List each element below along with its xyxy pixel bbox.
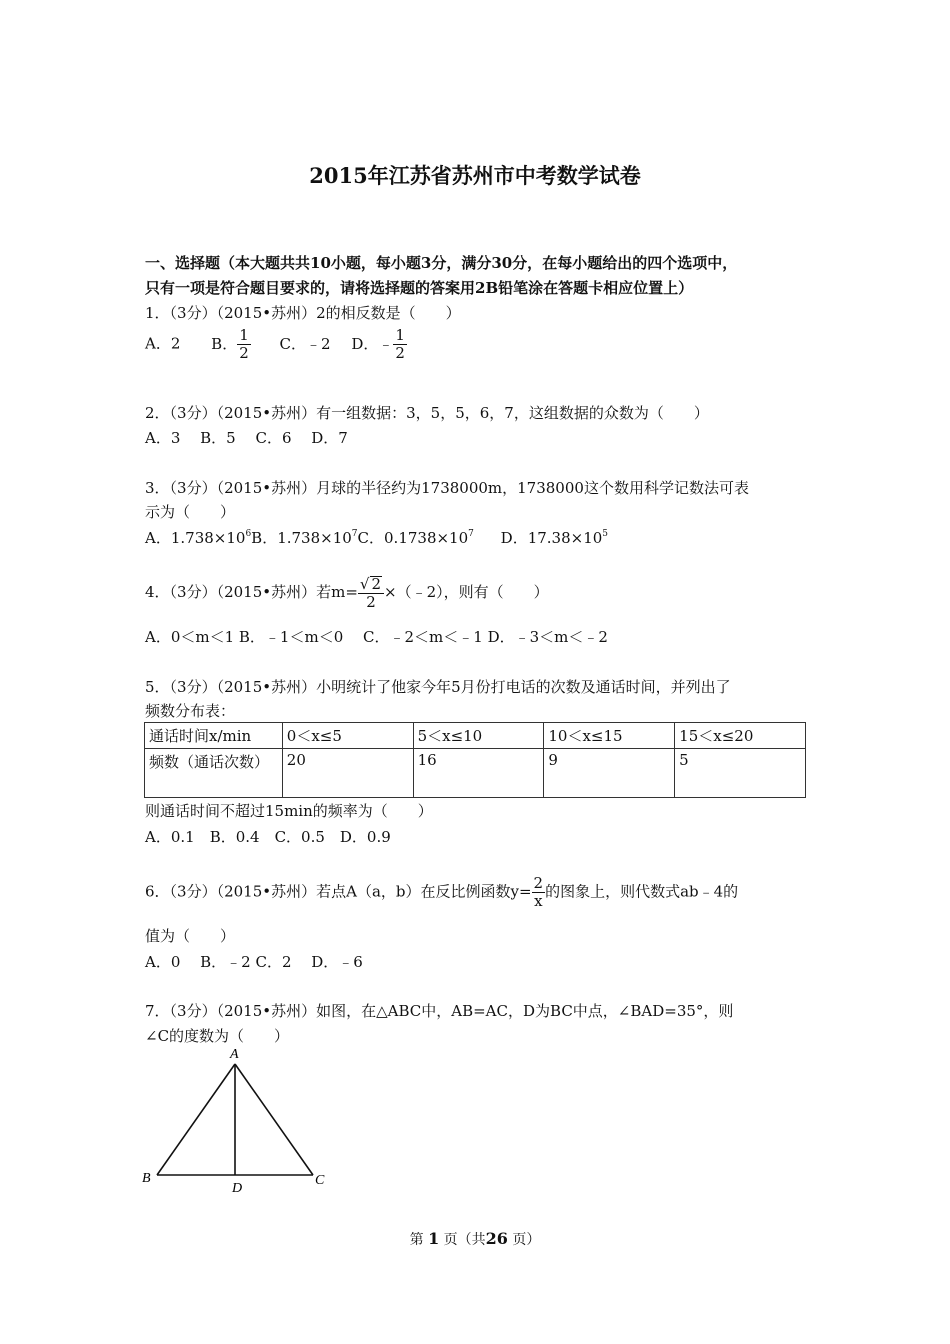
q1-option-b-fraction: $\frac{1}{2}$ — [239, 326, 249, 362]
question-6-options: A．0 B．﹣2 C．2 D．﹣6 — [145, 953, 363, 971]
q1-option-d-fraction: $\frac{1}{2}$ — [395, 326, 405, 362]
question-1-options — [145, 328, 407, 361]
q3-option-a: A．1.738×10 — [145, 529, 246, 547]
q1-option-d-prefix: D．﹣ — [351, 334, 394, 353]
question-4-stem: 4．（3分）（2015•苏州）若m= $\frac{√ 2}{2}$ ×（﹣2），则有（ ） — [145, 575, 549, 611]
table-cell: 0＜x≤5 — [282, 723, 413, 749]
frequency-table — [144, 722, 806, 798]
question-2-stem: 2．（3分）（2015•苏州）有一组数据：3，5，5，6，7，这组数据的众数为（ ） — [145, 404, 709, 422]
table-cell: 9 — [544, 749, 675, 798]
triangle-abc-figure — [138, 1042, 338, 1197]
table-cell: 5 — [675, 749, 806, 798]
section-heading-line1: 一、选择题（本大题共共10小题，每小题3分，满分30分，在每小题给出的四个选项中， — [145, 254, 738, 272]
page-footer: 第 1 页（共26 页） — [409, 1229, 541, 1248]
page-number: 1 — [428, 1229, 440, 1248]
side-ac — [235, 1064, 313, 1175]
q1-option-c: C．﹣2 — [279, 334, 331, 353]
question-2-options: A．3 B．5 C．6 D．7 — [145, 429, 348, 447]
question-7-stem-line2: ∠C的度数为（ ） — [145, 1027, 290, 1045]
section-heading-line2: 只有一项是符合题目要求的，请将选择题的答案用2B铅笔涂在答题卡相应位置上） — [145, 279, 694, 297]
table-cell: 10＜x≤15 — [544, 723, 675, 749]
q1-option-b-prefix: B． — [211, 334, 238, 353]
question-5-stem-line1: 5．（3分）（2015•苏州）小明统计了他家今年5月份打电话的次数及通话时间，并列出了 — [145, 678, 731, 696]
table-cell: 15＜x≤20 — [675, 723, 806, 749]
table-cell: 5＜x≤10 — [413, 723, 544, 749]
q3-option-b: B．1.738×10 — [251, 529, 352, 547]
question-5-options: A．0.1 B．0.4 C．0.5 D．0.9 — [145, 828, 391, 846]
table-cell: 通话时间x/min — [145, 723, 283, 749]
question-6-stem-line1: 6．（3分）（2015•苏州）若点A（a，b）在反比例函数y= $\frac{2}{x}$ 的图象上，则代数式ab﹣4的 — [145, 874, 739, 910]
label-a: A — [230, 1047, 239, 1062]
question-3-stem-line1: 3．（3分）（2015•苏州）月球的半径约为1738000m，1738000这个数用科学记数法可表 — [145, 479, 749, 497]
total-pages: 26 — [485, 1229, 508, 1248]
label-b: B — [142, 1171, 151, 1186]
question-4-options: A．0＜m＜1 B．﹣1＜m＜0 C．﹣2＜m＜﹣1 D．﹣3＜m＜﹣2 — [145, 628, 608, 646]
q3-option-d: D．17.38×10 — [500, 529, 603, 547]
question-3-stem-line2: 示为（ ） — [145, 503, 236, 521]
q1-option-a: A．2 — [145, 334, 181, 353]
side-ab — [157, 1064, 235, 1175]
table-header-row — [145, 723, 806, 749]
question-6-stem-line2: 值为（ ） — [145, 927, 236, 945]
question-5-stem-line2: 频数分布表： — [145, 702, 236, 720]
q6-fraction: $\frac{2}{x}$ — [533, 874, 544, 910]
q4-sqrt-fraction: $\frac{√ 2}{2}$ — [358, 576, 384, 610]
table-cell: 16 — [413, 749, 544, 798]
table-cell: 频数（通话次数） — [145, 749, 283, 798]
question-3-options: A．$1.738\times 10^6B$．$1.738\times 10^7C$．$0.1738\times 10^7$ D．$17.38\times 10^5$ — [145, 529, 609, 547]
question-7-stem-line1: 7．（3分）（2015•苏州）如图，在△ABC中，AB=AC，D为BC中点，∠BAD=35°，则 — [145, 1002, 734, 1020]
question-5-followup: 则通话时间不超过15min的频率为（ ） — [145, 802, 433, 820]
label-c: C — [315, 1173, 325, 1188]
question-1-stem: 1．（3分）（2015•苏州）2的相反数是（ ） — [145, 304, 461, 322]
table-row — [145, 749, 806, 798]
page-title: 2015年江苏省苏州市中考数学试卷 — [309, 163, 641, 188]
q3-option-c: C．0.1738×10 — [357, 529, 469, 547]
table-cell: 20 — [282, 749, 413, 798]
label-d: D — [232, 1181, 243, 1196]
